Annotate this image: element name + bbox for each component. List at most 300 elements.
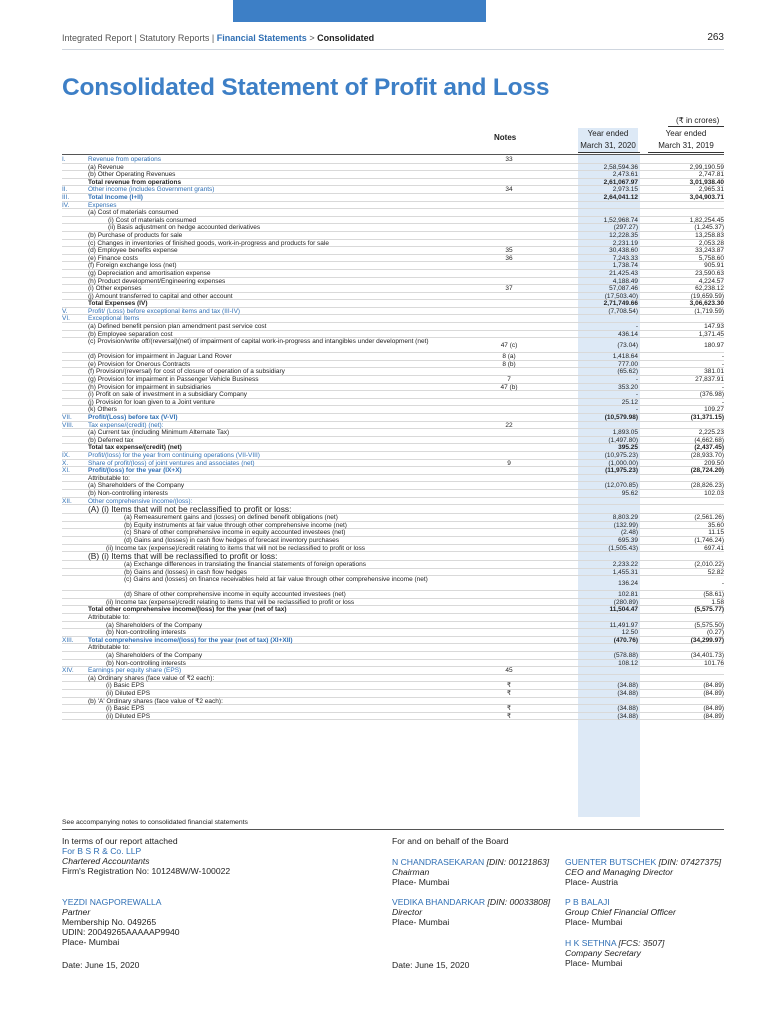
row-label: (b) Gains and (losses) in cash flow hedges: [124, 568, 247, 576]
value-2019: 209.50: [704, 459, 724, 467]
row-label: (f) Foreign exchange loss (net): [88, 262, 177, 270]
chairman-block: [392, 857, 549, 887]
breadcrumb-financial-statements[interactable]: Financial Statements: [216, 33, 307, 43]
director-role: Director: [392, 907, 423, 917]
row-label: (b) Purchase of products for sale: [88, 231, 183, 239]
table-row: [62, 713, 724, 721]
table-row: [62, 278, 724, 286]
secretary-name: H K SETHNA: [565, 938, 617, 948]
table-row: [62, 569, 724, 577]
row-note: ₹: [506, 705, 512, 713]
table-row: [62, 644, 724, 652]
row-label: (d) Provision for impairment in Jaguar Land Rover: [88, 353, 232, 361]
row-label: (b) Equity instruments at fair value through other comprehensive income (net): [124, 521, 347, 529]
table-row: [62, 452, 724, 460]
row-label: (ii) Diluted EPS: [106, 712, 151, 720]
row-label: (a) Shareholders of the Company: [106, 621, 203, 629]
chairman-name: N CHANDRASEKARAN: [392, 857, 485, 867]
value-2020: 102.81: [618, 591, 638, 599]
column-header-2020-line2: March 31, 2020: [580, 141, 636, 150]
value-2020: (297.27): [613, 224, 638, 232]
value-2020: (34.88): [617, 712, 638, 720]
row-label: Total tax expense/(credit) (net): [88, 444, 182, 452]
footer-divider: [62, 829, 724, 830]
row-label: (f) Provision/(reversal) for cost of closure of operation of a subsidiary: [88, 368, 285, 376]
row-label: (g) Provision for impairment in Passenger Vehicle Business: [88, 376, 259, 384]
value-2019: (1,245.37): [694, 224, 724, 232]
row-label: Profit/(loss) for the year (IX+X): [88, 467, 182, 475]
ceo-block: [565, 857, 721, 887]
row-label: (b) 'A' Ordinary shares (face value of ₹2 each):: [88, 697, 223, 705]
row-label: Other income (includes Government grants): [88, 186, 215, 194]
row-label: Total Income (I+II): [88, 193, 143, 201]
row-label: (a) Exchange differences in translating the financial statements of foreign operations: [124, 561, 366, 569]
row-label: (ii) Income tax (expense)/credit relating to items that will not be reclassified to profit or loss: [106, 544, 366, 552]
value-2020: 2,61,067.97: [603, 178, 638, 186]
row-note: 35: [505, 247, 513, 255]
auditor-report-line: In terms of our report attached: [62, 836, 178, 846]
row-label: (i) Basic EPS: [106, 682, 145, 690]
breadcrumb: Integrated Report | Statutory Reports | Financial Statements > Consolidated: [62, 33, 375, 43]
row-note: 8 (b): [502, 360, 516, 368]
row-note: 34: [505, 186, 513, 194]
table-row: [62, 240, 724, 248]
row-label: Total other comprehensive income/(loss) for the year (net of tax): [88, 606, 287, 614]
value-2020: -: [635, 376, 638, 384]
value-2020: 30,438.60: [609, 247, 638, 255]
row-label: (i) Cost of materials consumed: [108, 216, 197, 224]
row-note: 36: [505, 254, 513, 262]
table-row: [62, 591, 724, 599]
row-note: 8 (a): [502, 353, 516, 361]
table-row: [62, 576, 724, 591]
cfo-block: [565, 897, 676, 927]
value-2020: 2,233.22: [612, 561, 638, 569]
value-2019: (2,561.26): [694, 514, 724, 522]
table-row: [62, 682, 724, 690]
row-label: (a) Defined benefit pension plan amendment past service cost: [88, 323, 267, 331]
table-row: [62, 384, 724, 392]
row-label: (b) Employee separation cost: [88, 330, 173, 338]
value-2020: 11,491.97: [609, 621, 638, 629]
column-header-2020: [578, 128, 638, 152]
value-2019: 23,590.63: [695, 269, 724, 277]
secretary-block: [565, 938, 664, 968]
table-row: [62, 186, 724, 194]
row-label: (b) Deferred tax: [88, 436, 134, 444]
column-header-2019-line1: Year ended: [665, 129, 707, 138]
table-row: [62, 629, 724, 637]
table-row: [62, 179, 724, 187]
row-note: 7: [507, 376, 511, 384]
row-note: 22: [505, 421, 513, 429]
row-label: (a) Ordinary shares (face value of ₹2 each):: [88, 674, 215, 682]
value-2019: -: [721, 353, 724, 361]
table-row: [62, 467, 724, 475]
table-row: [62, 606, 724, 614]
page-number: 263: [707, 32, 724, 43]
table-row: [62, 652, 724, 660]
value-2020: 1,418.64: [612, 353, 638, 361]
value-2019: 905.91: [704, 262, 724, 270]
ceo-name: GUENTER BUTSCHEK: [565, 857, 657, 867]
column-2020-underline: [578, 152, 640, 153]
row-label: (d) Gains and (losses) in cash flow hedges of forecast inventory purchases: [124, 536, 339, 544]
value-2020: 2,58,594.36: [603, 163, 638, 171]
value-2019: (31,371.15): [690, 414, 724, 421]
value-2020: -: [635, 406, 638, 414]
row-note: 33: [505, 156, 513, 163]
value-2019: (2,437.45): [694, 444, 724, 452]
row-label: (i) Basic EPS: [106, 705, 145, 713]
row-label: Expenses: [88, 201, 117, 209]
value-2020: 695.39: [618, 536, 638, 544]
value-2019: 102.03: [704, 489, 724, 497]
table-row: [62, 475, 724, 483]
table-row: [62, 315, 724, 323]
table-row: [62, 194, 724, 202]
table-row: [62, 171, 724, 179]
row-number: VI.: [62, 315, 70, 323]
value-2019: (84.89): [703, 712, 724, 720]
row-label: (c) Gains and (losses) on finance receivables held at fair value through other comprehensive income (net): [124, 576, 428, 584]
value-2019: -: [721, 580, 724, 588]
auditor-firm: For B S R & Co. LLP: [62, 846, 142, 856]
row-label: (d) Employee benefits expense: [88, 247, 178, 255]
value-2019: (28,826.23): [690, 482, 724, 490]
table-row: [62, 675, 724, 683]
table-row: [62, 522, 724, 530]
table-row: [62, 255, 724, 263]
value-2019: 4,224.57: [698, 277, 724, 285]
table-row: [62, 514, 724, 522]
value-2019: 2,053.28: [698, 239, 724, 247]
value-2020: (7,708.54): [608, 307, 638, 315]
row-label: (a) Remeasurement gains and (losses) on defined benefit obligations (net): [124, 514, 338, 522]
partner-place: Place- Mumbai: [62, 937, 120, 947]
table-row: [62, 614, 724, 622]
row-label: (b) Non-controlling interests: [88, 489, 168, 497]
director-place: Place- Mumbai: [392, 917, 450, 927]
chairman-role: Chairman: [392, 867, 430, 877]
row-label: Profit/(loss) for the year from continuing operations (VII-VIII): [88, 451, 260, 459]
table-row: [62, 323, 724, 331]
row-label: (i) Other expenses: [88, 285, 142, 293]
chairman-din: [DIN: 00121863]: [486, 857, 550, 867]
row-label: (b) Other Operating Revenues: [88, 171, 176, 179]
table-row: [62, 406, 724, 414]
value-2020: 8,803.29: [612, 514, 638, 522]
value-2020: (34.88): [617, 682, 638, 690]
ceo-din: [DIN: 07427375]: [658, 857, 722, 867]
value-2020: 2,973.15: [612, 186, 638, 194]
secretary-role: Company Secretary: [565, 948, 641, 958]
row-number: VIII.: [62, 421, 74, 429]
row-label: (k) Others: [88, 406, 117, 414]
value-2020: (1,000.00): [608, 459, 638, 467]
value-2020: 353.20: [618, 383, 638, 391]
row-note: 47 (c): [500, 342, 518, 350]
table-row: [62, 209, 724, 217]
value-2019: 3,06,623.30: [689, 300, 724, 308]
table-row: [62, 331, 724, 339]
value-2020: 4,188.49: [612, 277, 638, 285]
value-2020: 11,504.47: [609, 606, 638, 614]
table-row: [62, 156, 724, 164]
row-label: (h) Product development/Engineering expenses: [88, 277, 226, 285]
value-2020: (470.76): [613, 636, 638, 644]
table-row: [62, 224, 724, 232]
value-2019: (376.98): [699, 391, 724, 399]
value-2019: 11.15: [708, 529, 724, 537]
row-label: Total revenue from operations: [88, 178, 182, 186]
value-2020: 136.24: [618, 580, 638, 588]
row-label: Tax expense/(credit) (net):: [88, 421, 164, 429]
value-2020: 57,087.46: [609, 285, 638, 293]
value-2020: 1,893.05: [612, 429, 638, 437]
value-2019: (84.89): [703, 705, 724, 713]
value-2020: (578.88): [613, 652, 638, 660]
director-name: VEDIKA BHANDARKAR: [392, 897, 486, 907]
row-label: Attributable to:: [88, 614, 130, 622]
table-row: [62, 285, 724, 293]
value-2020: (2.48): [621, 529, 638, 537]
board-caption: For and on behalf of the Board: [392, 836, 509, 846]
table-row: [62, 353, 724, 361]
table-row: [62, 376, 724, 384]
row-label: (a) Shareholders of the Company: [106, 652, 203, 660]
row-label: (b) Non-controlling interests: [106, 629, 186, 637]
table-row: [62, 338, 724, 353]
table-row: [62, 552, 724, 561]
row-number: XI.: [62, 467, 70, 475]
value-2019: (4,662.68): [694, 436, 724, 444]
director-date: Date: June 15, 2020: [392, 960, 470, 970]
row-label: (a) Cost of materials consumed: [88, 209, 179, 217]
value-2019: 5,758.60: [698, 254, 724, 262]
row-label: (c) Provision/write off/(reversal)(net) of impairment of capital work-in-progress and intangibles under development (net): [88, 338, 429, 346]
value-2019: 1,371.45: [698, 330, 724, 338]
ceo-role: CEO and Managing Director: [565, 867, 673, 877]
table-row: [62, 537, 724, 545]
row-number: XII.: [62, 497, 72, 505]
unit-underline: [668, 126, 724, 127]
table-row: [62, 444, 724, 452]
row-number: V.: [62, 307, 68, 315]
value-2019: (58.61): [703, 591, 724, 599]
table-row: [62, 262, 724, 270]
value-2019: (19,659.59): [690, 292, 724, 300]
auditor-designation: Chartered Accountants: [62, 856, 150, 866]
row-label: (g) Depreciation and amortisation expense: [88, 269, 211, 277]
value-2020: 7,243.33: [612, 254, 638, 262]
table-row: [62, 391, 724, 399]
column-header-2019: [648, 128, 724, 152]
value-2020: 1,455.31: [612, 568, 638, 576]
value-2019: 697.41: [704, 544, 724, 552]
value-2020: (73.04): [617, 342, 638, 350]
value-2019: (5,575.77): [694, 606, 724, 614]
value-2020: 108.12: [618, 659, 638, 667]
value-2019: 101.76: [704, 659, 724, 667]
row-label: (h) Provision for impairment in subsidiaries: [88, 383, 211, 391]
value-2019: (2,010.22): [694, 561, 724, 569]
value-2019: 2,99,190.59: [689, 163, 724, 171]
value-2019: 35.60: [707, 521, 724, 529]
partner-role: Partner: [62, 907, 91, 917]
row-label: (j) Amount transferred to capital and other account: [88, 292, 233, 300]
table-row: [62, 505, 724, 514]
director-din: [DIN: 00033808]: [487, 897, 551, 907]
value-2019: (28,933.70): [690, 451, 724, 459]
value-2019: (1,746.24): [694, 536, 724, 544]
value-2019: 62,238.12: [695, 285, 724, 293]
table-row: [62, 490, 724, 498]
row-label: Other comprehensive income/(loss):: [88, 497, 193, 505]
row-number: IV.: [62, 201, 70, 209]
table-row: [62, 437, 724, 445]
value-2019: 27,837.91: [695, 376, 724, 384]
row-label: (c) Share of other comprehensive income in equity accounted investees (net): [124, 529, 346, 537]
value-2019: 13,258.83: [695, 231, 724, 239]
value-2019: 381.01: [704, 368, 724, 376]
table-row: [62, 414, 724, 422]
row-note: 47 (b): [500, 383, 518, 391]
cfo-place: Place- Mumbai: [565, 917, 623, 927]
value-2019: -: [721, 383, 724, 391]
chairman-place: Place- Mumbai: [392, 877, 450, 887]
row-note: 37: [505, 285, 513, 293]
cfo-name: P B BALAJI: [565, 897, 610, 907]
secretary-din: [FCS: 3507]: [618, 938, 665, 948]
value-2019: (34,299.97): [690, 636, 724, 644]
row-number: III.: [62, 193, 70, 201]
value-2019: 2,747.81: [698, 171, 724, 179]
table-row: [62, 698, 724, 706]
value-2020: 2,71,749.66: [603, 300, 638, 308]
secretary-place: Place- Mumbai: [565, 958, 623, 968]
value-2019: (0.27): [707, 629, 724, 637]
cfo-role: Group Chief Financial Officer: [565, 907, 676, 917]
row-number: X.: [62, 459, 69, 467]
table-row: [62, 202, 724, 210]
value-2019: (5,575.50): [694, 621, 724, 629]
table-row: [62, 399, 724, 407]
table-row: [62, 217, 724, 225]
row-label: (A) (i) Items that will not be reclassified to profit or loss:: [88, 504, 292, 515]
table-row: [62, 164, 724, 172]
row-number: XIII.: [62, 636, 74, 644]
value-2020: (12,070.85): [604, 482, 638, 490]
value-2020: (280.89): [613, 598, 638, 606]
value-2019: (1,719.59): [694, 307, 724, 315]
value-2020: 777.00: [618, 360, 638, 368]
profit-loss-table: [62, 156, 724, 720]
row-label: Earnings per equity share (EPS): [88, 667, 182, 675]
breadcrumb-statutory-reports[interactable]: Statutory Reports: [139, 33, 210, 43]
breadcrumb-current: Consolidated: [317, 33, 375, 43]
partner-date: Date: June 15, 2020: [62, 960, 140, 970]
row-label: (B) (i) Items that will be reclassified to profit or loss:: [88, 551, 278, 562]
value-2020: (10,579.98): [604, 414, 638, 421]
row-label: Share of profit/(loss) of joint ventures and associates (net): [88, 459, 255, 467]
value-2020: 395.25: [618, 444, 638, 452]
partner-udin: UDIN: 20049265AAAAAP9940: [62, 927, 180, 937]
row-label: (a) Revenue: [88, 163, 124, 171]
row-label: Exceptional Items: [88, 315, 140, 323]
value-2019: 1.58: [711, 598, 724, 606]
breadcrumb-integrated-report[interactable]: Integrated Report: [62, 33, 133, 43]
row-label: (e) Finance costs: [88, 254, 138, 262]
partner-membership: Membership No. 049265: [62, 917, 157, 927]
header-color-band: [233, 0, 486, 22]
table-row: [62, 482, 724, 490]
value-2020: -: [635, 391, 638, 399]
table-row: [62, 460, 724, 468]
row-number: II.: [62, 186, 68, 194]
row-label: (ii) Income tax (expense)/credit relating to items that will be reclassified to profit or loss: [106, 598, 355, 606]
row-note: ₹: [506, 690, 512, 697]
value-2019: (28,724.20): [690, 467, 724, 475]
value-2020: 95.62: [621, 489, 638, 497]
value-2020: (34.88): [617, 705, 638, 713]
value-2020: 25.12: [621, 398, 638, 406]
row-label: (ii) Basis adjustment on hedge accounted derivatives: [108, 224, 261, 232]
value-2019: 109.27: [704, 406, 724, 414]
column-2019-underline: [648, 152, 724, 153]
row-number: XIV.: [62, 667, 74, 675]
value-2020: 2,473.61: [612, 171, 638, 179]
breadcrumb-arrow: >: [309, 33, 315, 43]
table-row: [62, 529, 724, 537]
table-row: [62, 308, 724, 316]
value-2020: 1,52,968.74: [603, 216, 638, 224]
row-label: Attributable to:: [88, 644, 130, 652]
table-row: [62, 232, 724, 240]
value-2019: 2,225.23: [698, 429, 724, 437]
page-title: Consolidated Statement of Profit and Loss: [62, 74, 550, 101]
row-note: ₹: [506, 712, 512, 720]
value-2020: 21,425.43: [609, 269, 638, 277]
value-2019: 3,04,903.71: [689, 193, 724, 201]
value-2019: 3,01,938.40: [689, 178, 724, 186]
value-2020: (65.62): [617, 368, 638, 376]
row-label: Profit/(Loss) before tax (V-VI): [88, 414, 178, 421]
auditor-registration: Firm's Registration No: 101248W/W-100022: [62, 866, 231, 876]
row-label: (ii) Diluted EPS: [106, 690, 151, 697]
row-label: Total Expenses (IV): [88, 300, 148, 308]
table-row: [62, 561, 724, 569]
row-label: Profit/ (Loss) before exceptional items and tax (III-IV): [88, 307, 241, 315]
value-2019: 147.93: [704, 323, 724, 331]
value-2020: (1,505.43): [608, 544, 638, 552]
value-2020: 12.50: [621, 629, 638, 637]
value-2020: (1,497.80): [608, 436, 638, 444]
table-row: [62, 270, 724, 278]
row-label: Revenue from operations: [88, 156, 161, 163]
row-note: 45: [505, 667, 513, 675]
table-row: [62, 637, 724, 645]
table-row: [62, 622, 724, 630]
value-2020: (132.99): [613, 521, 638, 529]
header-divider: [62, 49, 724, 50]
column-header-2019-line2: March 31, 2019: [658, 141, 714, 150]
value-2020: 12,228.35: [609, 231, 638, 239]
row-label: (i) Profit on sale of investment in a subsidiary Company: [88, 391, 247, 399]
footnote: See accompanying notes to consolidated financial statements: [62, 819, 248, 826]
row-number: IX.: [62, 451, 70, 459]
value-2019: 1,82,254.45: [689, 216, 724, 224]
